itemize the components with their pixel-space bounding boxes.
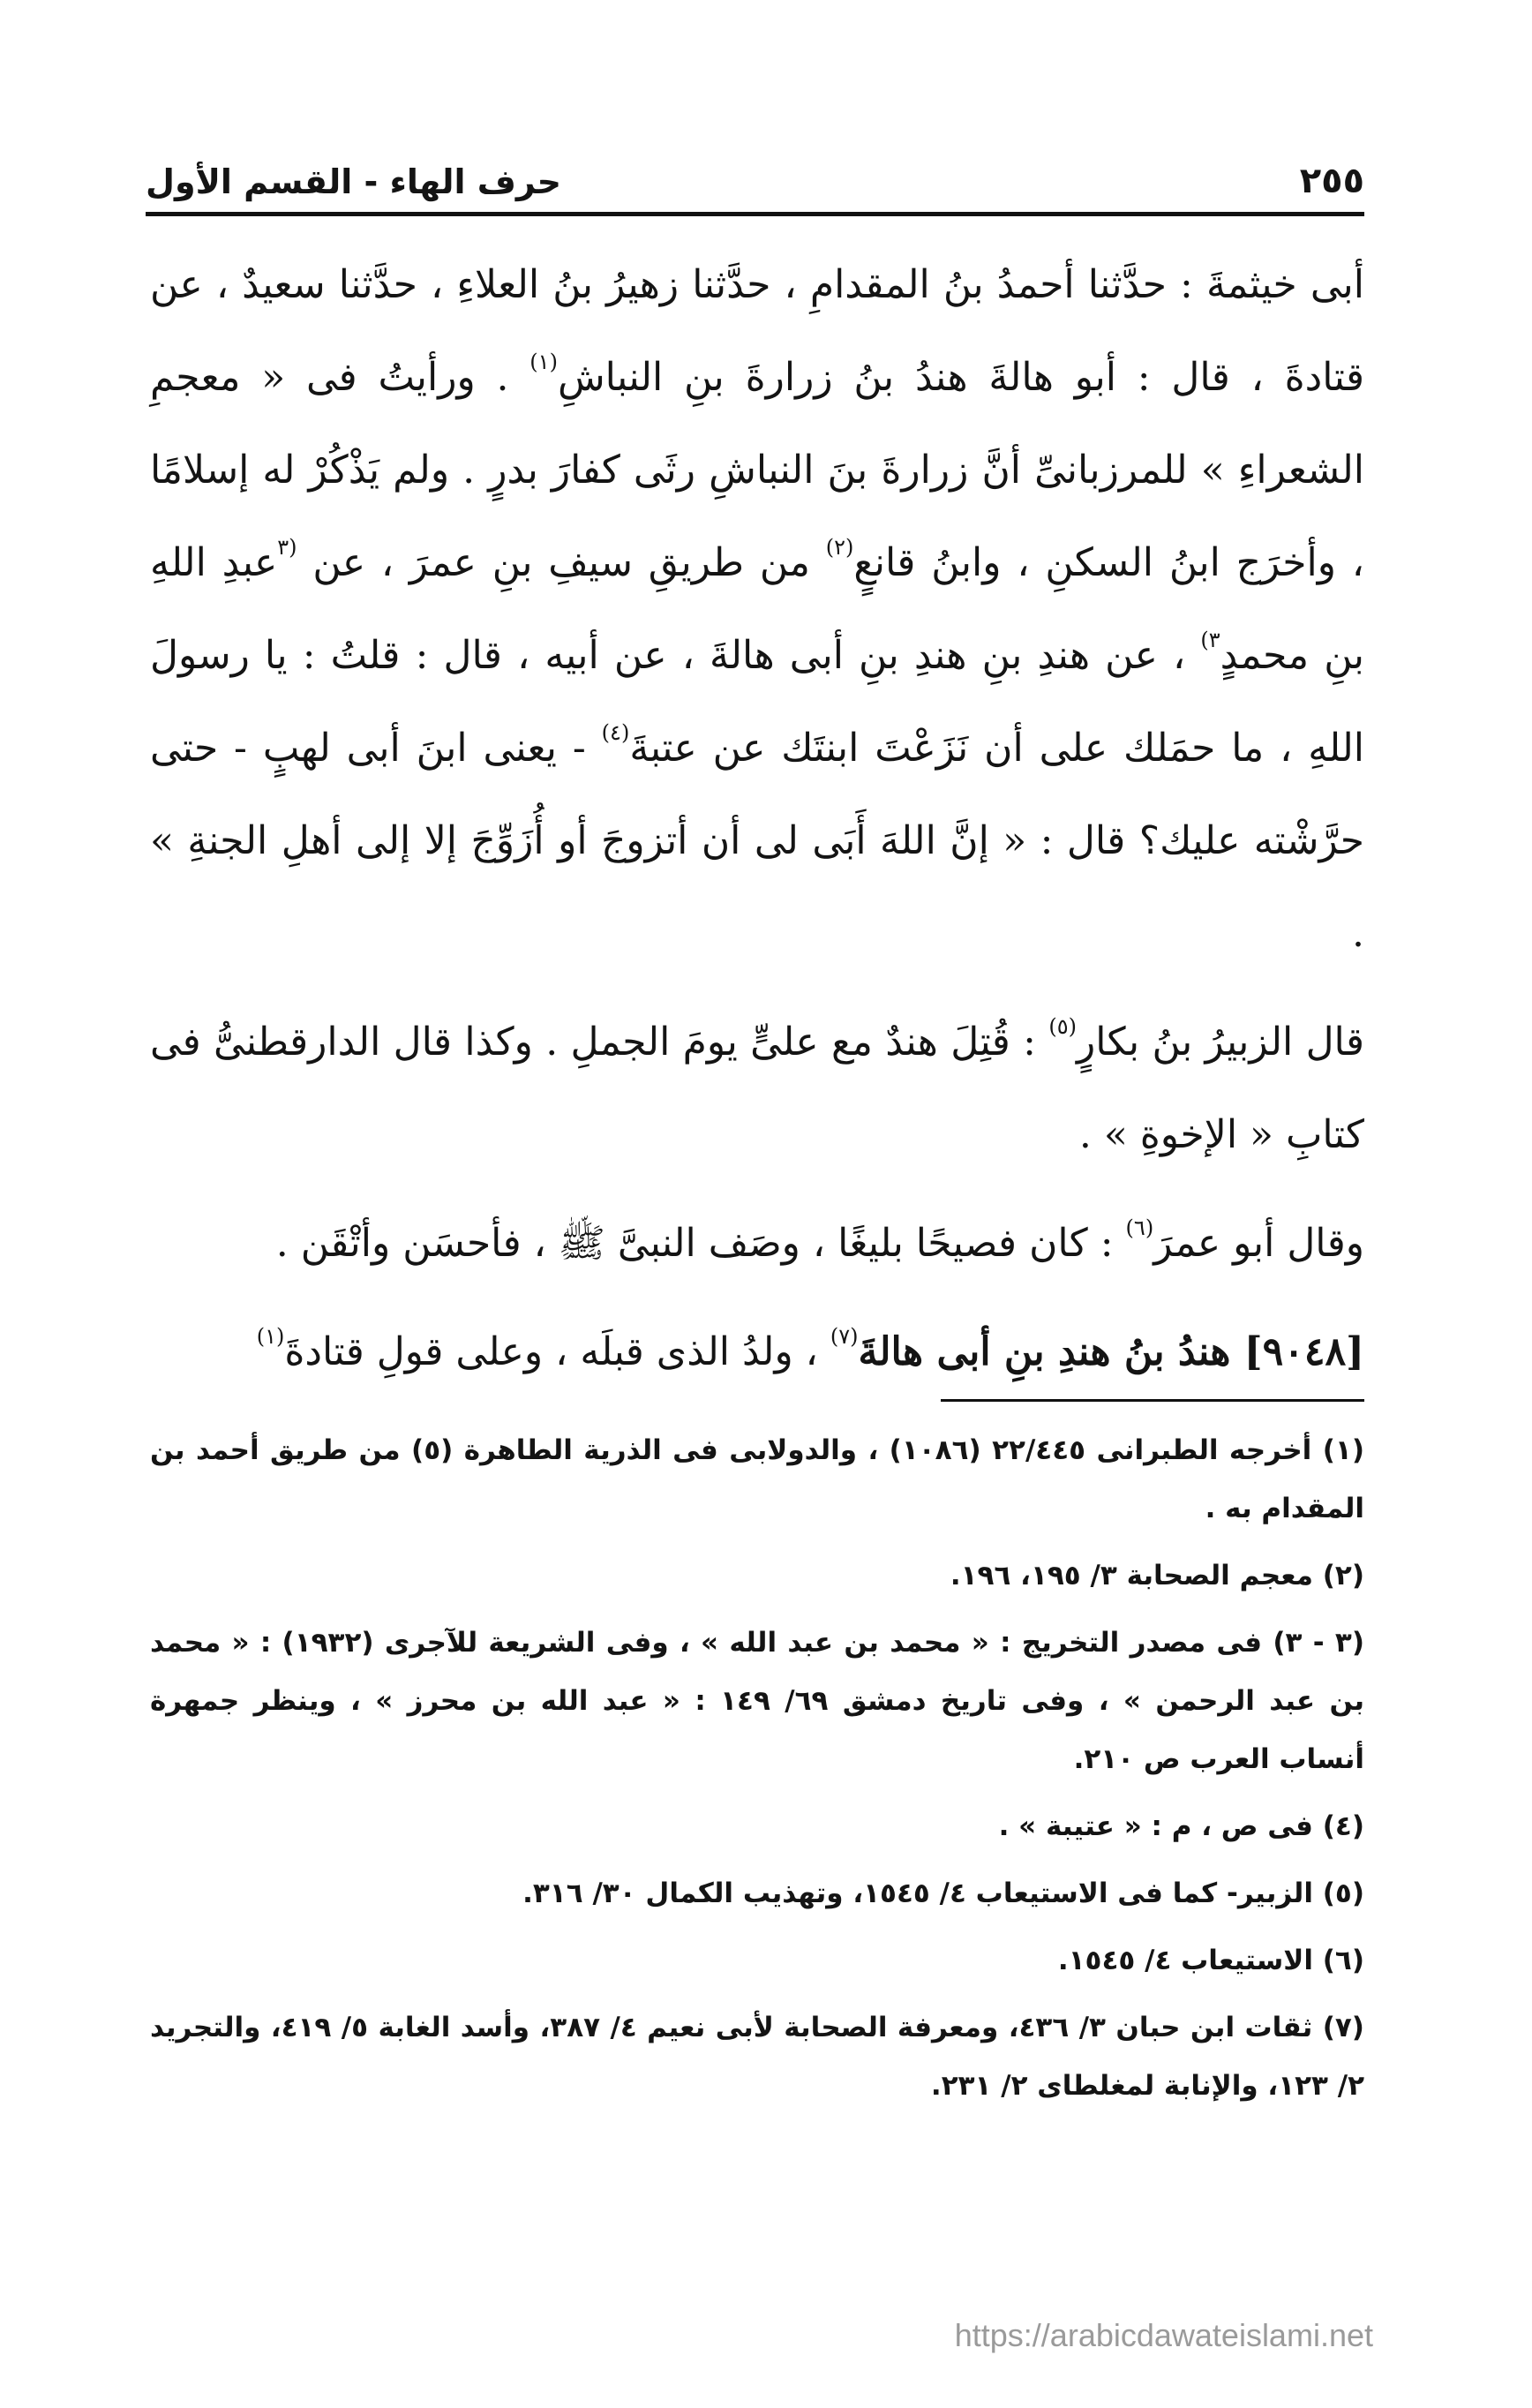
footnote: (٣ - ٣) فى مصدر التخريج : « محمد بن عبد الله » ، وفى الشريعة للآجرى (١٩٣٢) : « محمد بن عبد الرحمن » ، وفى تاريخ دمشق ٦٩/ ١٤٩ : « عبد الله بن محرز » ، وينظر جمهرة أنساب العرب ص ٢١٠. xyxy=(150,1627,1365,1775)
text-segment: قال الزبيرُ بنُ بكارٍ xyxy=(1076,1020,1364,1065)
footnote: (٦) الاستيعاب ٤/ ١٥٤٥. xyxy=(1057,1945,1364,1976)
text-segment: ، عن هندِ بنِ هندِ بنِ أبى هالةَ ، عن أبيه ، قال : قلتُ : يا رسولَ اللهِ ، ما حمَلك على أن نَزَعْتَ ابنتَك عن عتبةَ xyxy=(150,633,1364,771)
body-paragraph xyxy=(150,238,1364,980)
entry-heading: [٩٠٤٨] هندُ بنُ هندِ بنِ أبى هالةَ xyxy=(858,1329,1364,1374)
text-segment: من طريقِ سيفِ بنِ عمرَ ، عن xyxy=(297,540,826,585)
footnote: (٤) فى ص ، م : « عتيبة » . xyxy=(998,1810,1364,1842)
footnote: (٢) معجم الصحابة ٣/ ١٩٥، ١٩٦. xyxy=(950,1560,1364,1592)
footnote-marker: (٢) xyxy=(825,535,854,560)
watermark-url: https://arabicdawateislami.net xyxy=(954,2317,1373,2353)
text-segment: . ورأيتُ فى « معجمِ الشعراءِ » للمرزبانىِّ أنَّ زرارةَ بنَ النباشِ رثَى كفارَ بدرٍ . ولم يَذْكُرْ له إسلامًا ، وأخرَج ابنُ السكنِ ، وابنُ قانعٍ xyxy=(150,355,1364,585)
footnote-marker: (٦) xyxy=(1125,1215,1154,1240)
text-segment: : كان فصيحًا بليغًا ، وصَف النبىَّ ﷺ ، فأحسَن وأتْقَن . xyxy=(275,1221,1126,1266)
footnote: (٥) الزبير- كما فى الاستيعاب ٤/ ١٥٤٥، وتهذيب الكمال ٣٠/ ٣١٦. xyxy=(522,1877,1364,1909)
footnote-marker: (٧) xyxy=(830,1324,859,1349)
footnote-marker: (٣ xyxy=(277,535,297,560)
footnote: (١) أخرجه الطبرانى ٢٢/٤٤٥ (١٠٨٦) ، والدولابى فى الذرية الطاهرة (٥) من طريق أحمد بن المقدام به . xyxy=(150,1434,1364,1524)
text-segment: ، ولدُ الذى قبلَه ، وعلى قولِ قتادةَ xyxy=(284,1329,830,1374)
body-paragraph xyxy=(150,1197,1364,1290)
running-title: حرف الهاء - القسم الأول xyxy=(146,162,561,201)
footnote-marker: (٤) xyxy=(601,720,630,745)
footnote: (٧) ثقات ابن حبان ٣/ ٤٣٦، ومعرفة الصحابة لأبى نعيم ٤/ ٣٨٧، وأسد الغابة ٥/ ٤١٩، والتجريد ٢/ ١٢٣، والإنابة لمغلطاى ٢/ ٢٣١. xyxy=(150,2012,1364,2102)
body-paragraph xyxy=(150,996,1364,1181)
body-paragraph xyxy=(150,1306,1364,1398)
footnote-separator xyxy=(941,1399,1364,1402)
main-text xyxy=(150,238,1364,1414)
footnotes xyxy=(150,1421,1364,2124)
footnote-marker: (١) xyxy=(529,350,558,374)
text-segment: عبدِ اللهِ بنِ محمدٍ xyxy=(150,540,1364,678)
page-number: ٢٥٥ xyxy=(1299,161,1364,201)
text-segment: - يعنى ابنَ أبى لهبٍ - حتى حرَّشْته عليك؟ قال : « إنَّ اللهَ أَبَى لى أن أتزوجَ أو أُزَوِّجَ إلا إلى أهلِ الجنةِ » . xyxy=(150,726,1364,956)
footnote-marker: ٣) xyxy=(1200,628,1220,652)
text-segment: وقال أبو عمرَ xyxy=(1153,1221,1364,1266)
header-rule xyxy=(146,212,1364,216)
page-header xyxy=(146,139,1364,201)
footnote-marker: (١) xyxy=(256,1324,285,1349)
footnote-marker: (٥) xyxy=(1048,1014,1077,1039)
text-segment: أبى خيثمةَ : حدَّثنا أحمدُ بنُ المقدامِ ، حدَّثنا زهيرُ بنُ العلاءِ ، حدَّثنا سعيدٌ ، عن قتادةَ ، قال : أبو هالةَ هندُ بنُ زرارةَ بنِ النباشِ xyxy=(150,262,1364,400)
text-segment: : قُتِلَ هندٌ مع علىٍّ يومَ الجملِ . وكذا قال الدارقطنىُّ فى كتابِ « الإخوةِ » . xyxy=(150,1020,1364,1157)
